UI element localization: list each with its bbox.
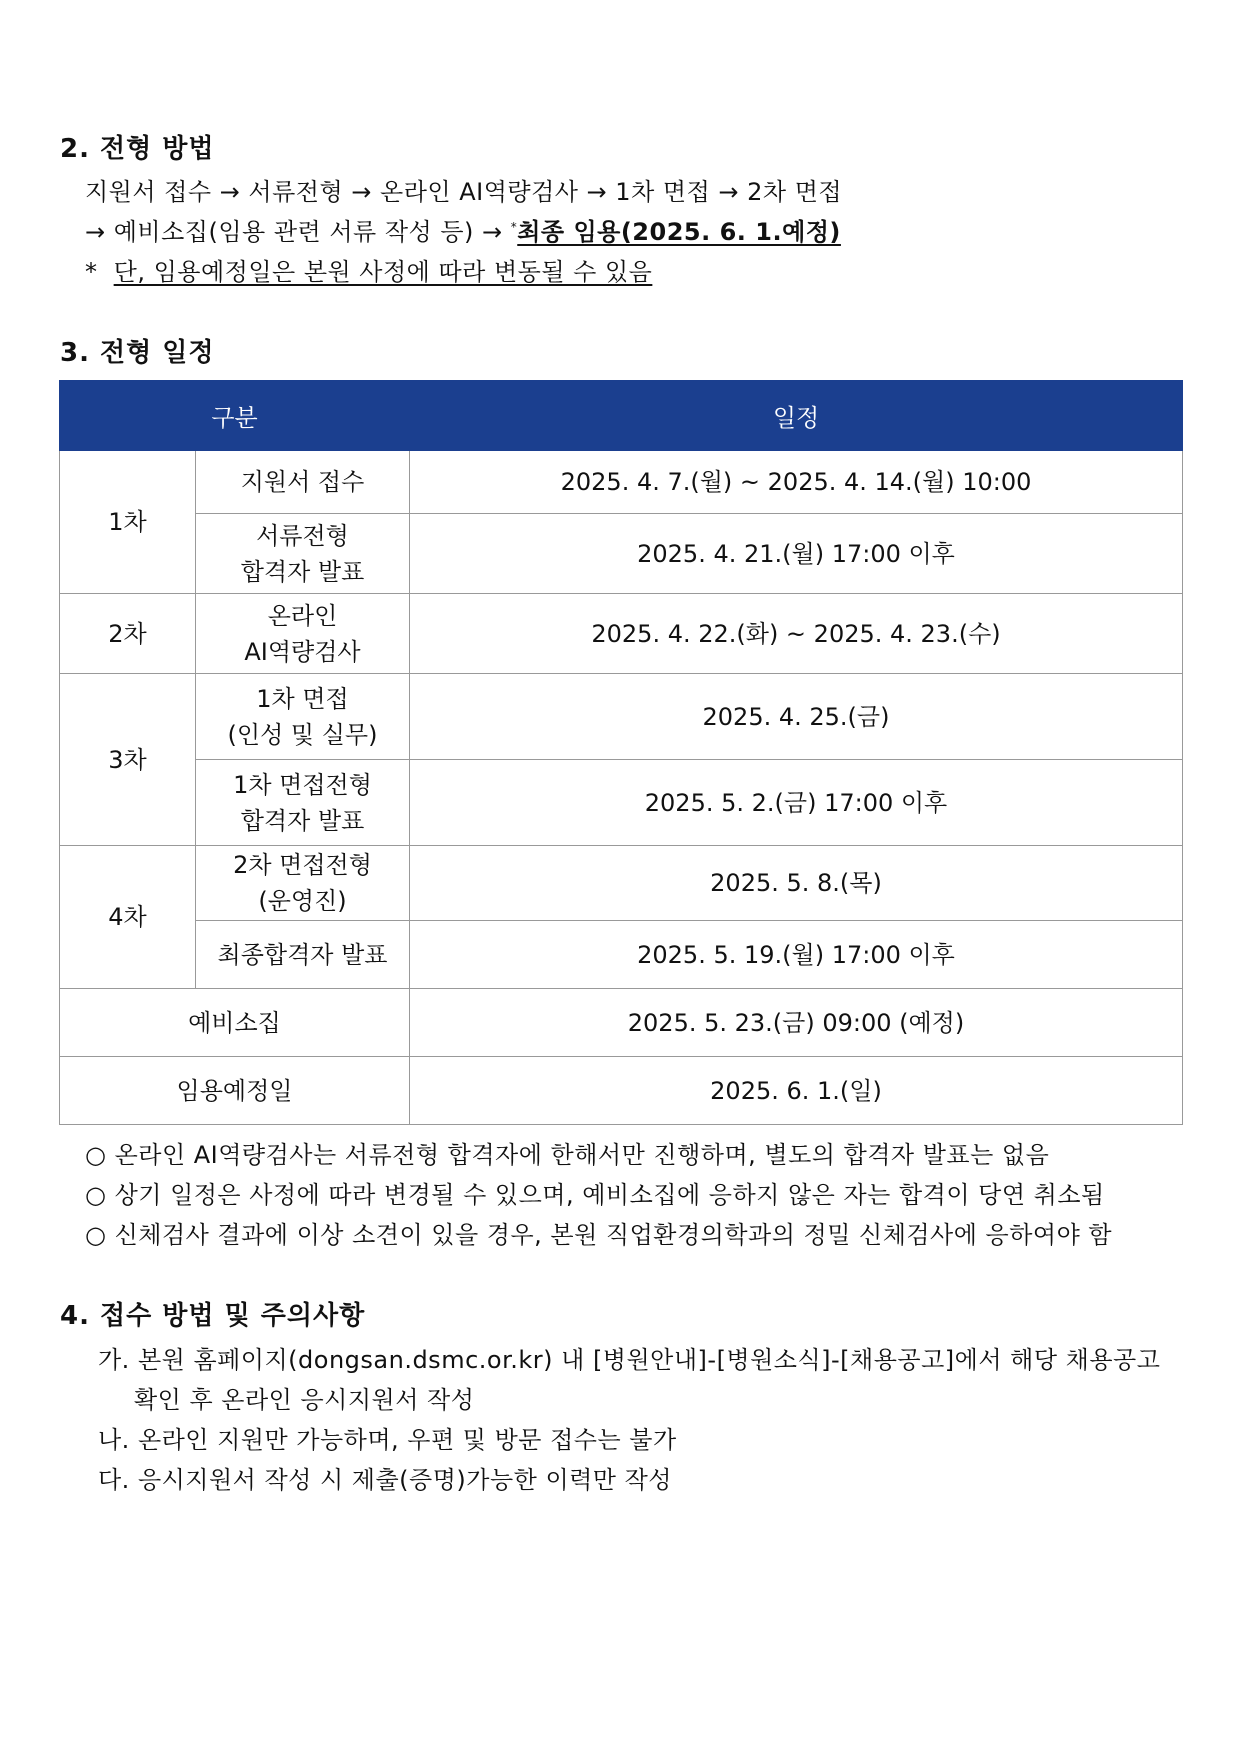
table-row xyxy=(60,760,1183,846)
label-cell: 임용예정일 xyxy=(60,1057,410,1125)
date-cell: 2025. 4. 7.(월) ~ 2025. 4. 14.(월) 10:00 xyxy=(410,451,1183,514)
item-cell: 2차 면접전형 (운영진) xyxy=(196,846,410,921)
note-mark: * xyxy=(85,258,98,286)
section2-heading: 2. 전형 방법 xyxy=(60,134,215,164)
date-cell: 2025. 4. 21.(월) 17:00 이후 xyxy=(410,514,1183,594)
item-cell: 온라인 AI역량검사 xyxy=(196,594,410,674)
stage-cell: 4차 xyxy=(60,846,196,989)
application-item: 다. 응시지원서 작성 시 제출(증명)가능한 이력만 작성 xyxy=(98,1466,672,1494)
header-schedule: 일정 xyxy=(410,381,1183,451)
stage-cell: 3차 xyxy=(60,674,196,846)
header-category: 구분 xyxy=(60,381,410,451)
final-appointment-text: 최종 임용(2025. 6. 1.예정) xyxy=(517,218,841,246)
table-row xyxy=(60,989,1183,1057)
table-row xyxy=(60,594,1183,674)
item-cell: 1차 면접전형 합격자 발표 xyxy=(196,760,410,846)
item-cell: 서류전형 합격자 발표 xyxy=(196,514,410,594)
section2-process-line2 xyxy=(85,212,841,247)
date-cell: 2025. 4. 22.(화) ~ 2025. 4. 23.(수) xyxy=(410,594,1183,674)
section4-heading: 4. 접수 방법 및 주의사항 xyxy=(60,1301,366,1331)
date-cell: 2025. 5. 8.(목) xyxy=(410,846,1183,921)
table-row xyxy=(60,674,1183,760)
application-item-continuation: 확인 후 온라인 응시지원서 작성 xyxy=(134,1386,475,1414)
item-cell: 최종합격자 발표 xyxy=(196,921,410,989)
date-cell: 2025. 5. 2.(금) 17:00 이후 xyxy=(410,760,1183,846)
item-cell: 1차 면접 (인성 및 실무) xyxy=(196,674,410,760)
table-row xyxy=(60,514,1183,594)
date-cell: 2025. 5. 23.(금) 09:00 (예정) xyxy=(410,989,1183,1057)
table-row xyxy=(60,451,1183,514)
table-row xyxy=(60,921,1183,989)
note-text: 단, 임용예정일은 본원 사정에 따라 변동될 수 있음 xyxy=(113,258,653,286)
footnote-mark: * xyxy=(510,220,518,234)
date-cell: 2025. 4. 25.(금) xyxy=(410,674,1183,760)
date-cell: 2025. 6. 1.(일) xyxy=(410,1057,1183,1125)
section2-note xyxy=(85,252,652,287)
schedule-table xyxy=(59,380,1183,1125)
table-header-row xyxy=(60,381,1183,451)
application-item: 나. 온라인 지원만 가능하며, 우편 및 방문 접수는 불가 xyxy=(98,1426,677,1454)
application-item: 가. 본원 홈페이지(dongsan.dsmc.or.kr) 내 [병원안내]-[병원소식]-[채용공고]에서 해당 채용공고 xyxy=(98,1346,1161,1374)
table-row xyxy=(60,1057,1183,1125)
table-row xyxy=(60,846,1183,921)
schedule-note: ○ 신체검사 결과에 이상 소견이 있을 경우, 본원 직업환경의학과의 정밀 신체검사에 응하여야 함 xyxy=(85,1221,1113,1249)
stage-cell: 1차 xyxy=(60,451,196,594)
section2-process-line1: 지원서 접수 → 서류전형 → 온라인 AI역량검사 → 1차 면접 → 2차 면접 xyxy=(85,178,843,206)
date-cell: 2025. 5. 19.(월) 17:00 이후 xyxy=(410,921,1183,989)
item-cell: 지원서 접수 xyxy=(196,451,410,514)
section2-process-line2-prefix: → 예비소집(임용 관련 서류 작성 등) → xyxy=(85,218,511,246)
schedule-note: ○ 상기 일정은 사정에 따라 변경될 수 있으며, 예비소집에 응하지 않은 자는 합격이 당연 취소됨 xyxy=(85,1181,1105,1209)
section3-heading: 3. 전형 일정 xyxy=(60,338,215,368)
stage-cell: 2차 xyxy=(60,594,196,674)
label-cell: 예비소집 xyxy=(60,989,410,1057)
schedule-note: ○ 온라인 AI역량검사는 서류전형 합격자에 한해서만 진행하며, 별도의 합격자 발표는 없음 xyxy=(85,1141,1050,1169)
